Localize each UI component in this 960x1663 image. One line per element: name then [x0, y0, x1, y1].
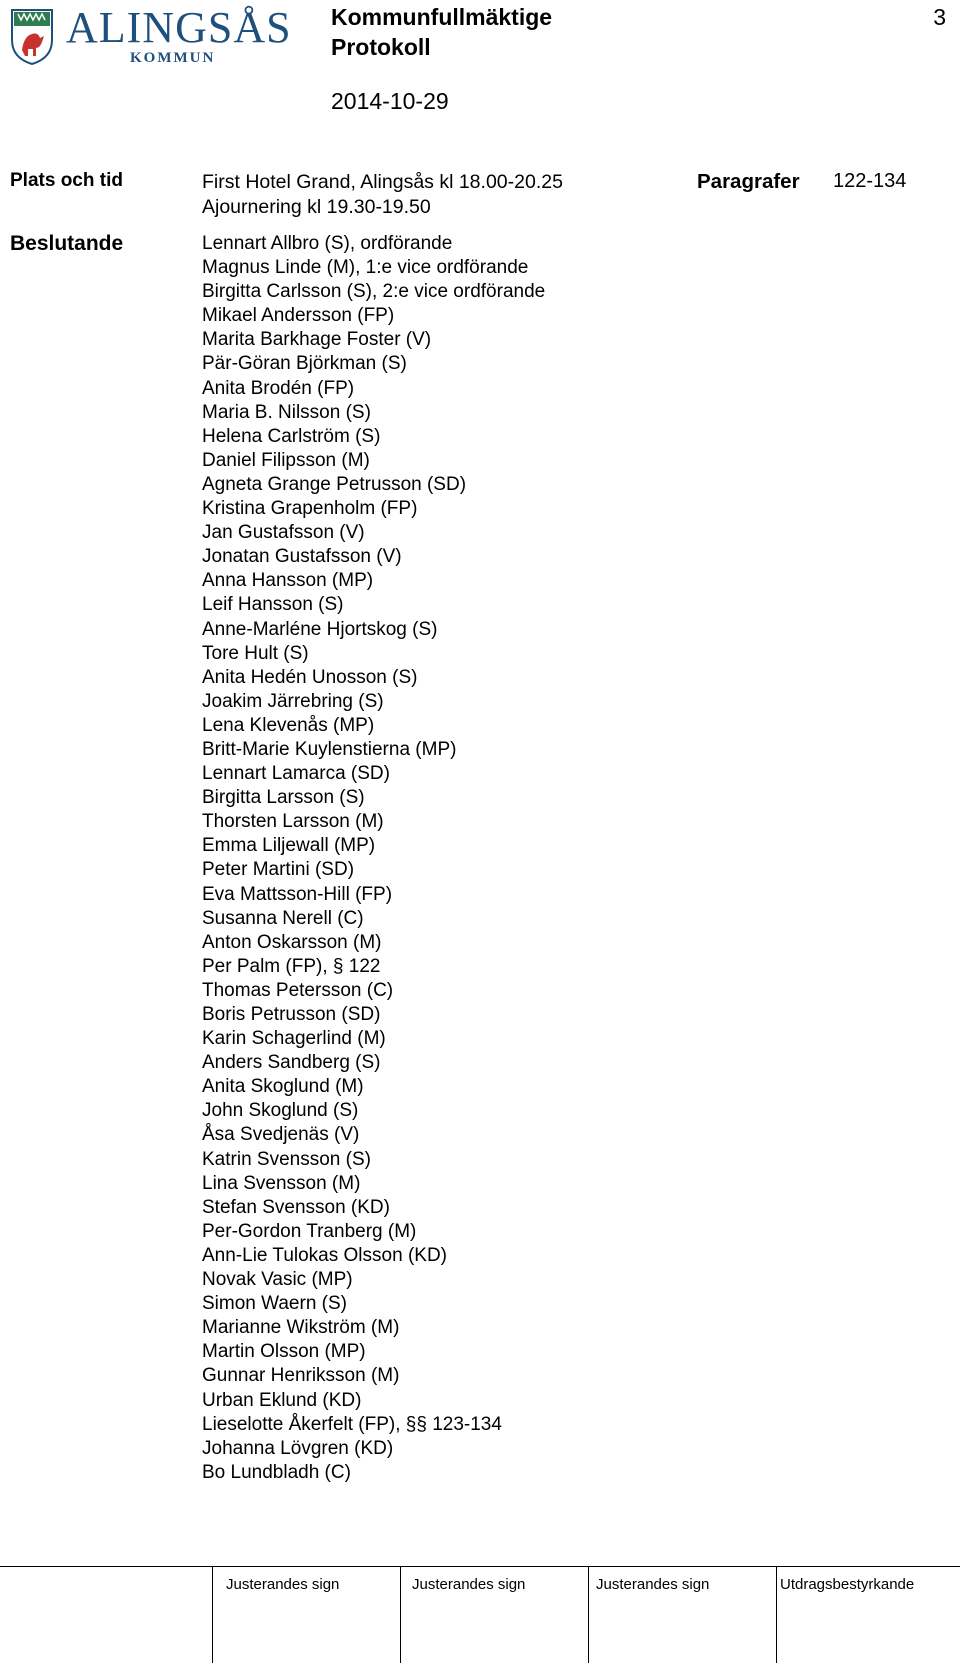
member-item: Magnus Linde (M), 1:e vice ordförande [202, 257, 529, 279]
member-item: Birgitta Carlsson (S), 2:e vice ordförande [202, 281, 546, 303]
member-item: Mikael Andersson (FP) [202, 305, 395, 327]
member-item: Lieselotte Åkerfelt (FP), §§ 123-134 [202, 1413, 502, 1435]
member-item: Thorsten Larsson (M) [202, 811, 384, 833]
member-item: Per-Gordon Tranberg (M) [202, 1220, 417, 1242]
member-item: Martin Olsson (MP) [202, 1341, 366, 1363]
title-line-2: Protokoll [331, 34, 431, 60]
member-item: Emma Liljewall (MP) [202, 835, 376, 857]
municipality-logo [10, 3, 292, 72]
member-item: Per Palm (FP), § 122 [202, 955, 381, 977]
footer-excerpt: Utdragsbestyrkande [780, 1576, 915, 1593]
member-item: Anna Hansson (MP) [202, 570, 374, 592]
member-item: Urban Eklund (KD) [202, 1389, 362, 1411]
member-item: Katrin Svensson (S) [202, 1148, 371, 1170]
footer-sign-3: Justerandes sign [596, 1576, 710, 1593]
logo-subtitle: KOMMUN [130, 50, 216, 66]
member-item: Lena Klevenås (MP) [202, 714, 375, 736]
member-item: Johanna Lövgren (KD) [202, 1437, 394, 1459]
member-item: Simon Waern (S) [202, 1293, 347, 1315]
plats-value [202, 170, 563, 220]
title-line-1: Kommunfullmäktige [331, 4, 553, 30]
member-item: Ann-Lie Tulokas Olsson (KD) [202, 1244, 447, 1266]
member-item: Agneta Grange Petrusson (SD) [202, 473, 467, 495]
paragrafer-value: 122-134 [833, 170, 907, 192]
member-item: Anton Oskarsson (M) [202, 931, 382, 953]
beslutande-label: Beslutande [10, 232, 124, 255]
member-item: Åsa Svedjenäs (V) [202, 1124, 360, 1146]
footer-column-divider [212, 1566, 213, 1663]
members-list [202, 232, 545, 1485]
document-title [331, 2, 552, 62]
member-item: Eva Mattsson-Hill (FP) [202, 883, 393, 905]
member-item: Jan Gustafsson (V) [202, 522, 365, 544]
plats-line-2: Ajournering kl 19.30-19.50 [202, 196, 431, 218]
member-item: Anita Brodén (FP) [202, 377, 355, 399]
member-item: Bo Lundbladh (C) [202, 1461, 351, 1483]
member-item: Lennart Lamarca (SD) [202, 763, 390, 785]
member-item: Maria B. Nilsson (S) [202, 401, 371, 423]
member-item: Lina Svensson (M) [202, 1172, 361, 1194]
plats-line-1: First Hotel Grand, Alingsås kl 18.00-20.25 [202, 171, 563, 193]
member-item: Anita Skoglund (M) [202, 1076, 364, 1098]
footer-sign-2: Justerandes sign [412, 1576, 526, 1593]
paragrafer-label: Paragrafer [697, 170, 800, 193]
member-item: John Skoglund (S) [202, 1100, 359, 1122]
member-item: Anita Hedén Unosson (S) [202, 666, 418, 688]
member-item: Pär-Göran Björkman (S) [202, 353, 407, 375]
coat-of-arms-icon [10, 6, 54, 66]
logo-wordmark: ALINGSÅS [66, 3, 292, 52]
footer-column-divider [400, 1566, 401, 1663]
page-number: 3 [933, 4, 946, 30]
member-item: Karin Schagerlind (M) [202, 1028, 386, 1050]
member-item: Birgitta Larsson (S) [202, 787, 365, 809]
footer-divider [0, 1566, 960, 1567]
member-item: Anne-Marléne Hjortskog (S) [202, 618, 438, 640]
member-item: Anders Sandberg (S) [202, 1052, 381, 1074]
member-item: Britt-Marie Kuylenstierna (MP) [202, 738, 457, 760]
footer-column-divider [588, 1566, 589, 1663]
member-item: Jonatan Gustafsson (V) [202, 546, 402, 568]
member-item: Marita Barkhage Foster (V) [202, 329, 432, 351]
member-item: Peter Martini (SD) [202, 859, 355, 881]
plats-label: Plats och tid [10, 170, 123, 191]
document-date: 2014-10-29 [331, 88, 449, 114]
member-item: Joakim Järrebring (S) [202, 690, 384, 712]
member-item: Marianne Wikström (M) [202, 1317, 400, 1339]
member-item: Leif Hansson (S) [202, 594, 344, 616]
member-item: Thomas Petersson (C) [202, 979, 394, 1001]
member-item: Helena Carlström (S) [202, 425, 381, 447]
member-item: Novak Vasic (MP) [202, 1269, 353, 1291]
member-item: Daniel Filipsson (M) [202, 449, 370, 471]
member-item: Susanna Nerell (C) [202, 907, 364, 929]
member-item: Kristina Grapenholm (FP) [202, 498, 418, 520]
member-item: Tore Hult (S) [202, 642, 309, 664]
footer-sign-1: Justerandes sign [226, 1576, 340, 1593]
member-item: Gunnar Henriksson (M) [202, 1365, 400, 1387]
member-item: Boris Petrusson (SD) [202, 1004, 381, 1025]
member-item: Stefan Svensson (KD) [202, 1196, 390, 1218]
member-item: Lennart Allbro (S), ordförande [202, 233, 453, 254]
footer-column-divider [776, 1566, 777, 1663]
